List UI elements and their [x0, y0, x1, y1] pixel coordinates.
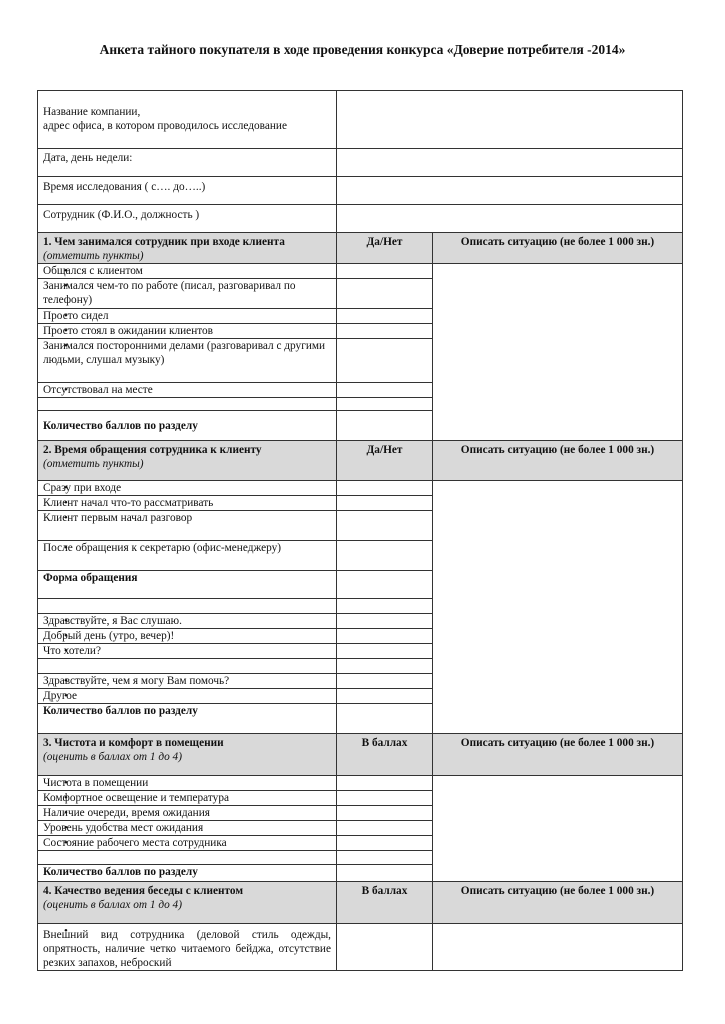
- section-3-item-answer[interactable]: [337, 836, 433, 851]
- section-3-item-label: • Состояние рабочего места сотрудника: [38, 836, 337, 851]
- section-3-header: [38, 734, 683, 776]
- section-2-subhead: Форма обращения: [38, 571, 337, 599]
- section-1-col2-header: Да/Нет: [337, 233, 433, 264]
- section-2-item-answer[interactable]: [337, 541, 433, 571]
- section-2-item-answer[interactable]: [337, 614, 433, 629]
- section-2-item-answer[interactable]: [337, 674, 433, 689]
- info-answer-company[interactable]: [337, 91, 683, 149]
- info-row-company: [38, 91, 683, 149]
- section-3-title-text: 3. Чистота и комфорт в помещении: [43, 737, 224, 749]
- section-1-summary: Количество баллов по разделу: [38, 411, 337, 441]
- section-3-item-answer[interactable]: [337, 806, 433, 821]
- spacer-cell: [38, 599, 337, 614]
- section-3-item-label: • Уровень удобства мест ожидания: [38, 821, 337, 836]
- section-2-item-answer[interactable]: [337, 644, 433, 659]
- section-1-header: [38, 233, 683, 264]
- section-2-item-answer[interactable]: [337, 629, 433, 644]
- info-answer-date[interactable]: [337, 149, 683, 177]
- section-2-item-answer[interactable]: [337, 511, 433, 541]
- section-1-item-label: • Общался с клиентом: [38, 264, 337, 279]
- section-1-item-answer[interactable]: [337, 279, 433, 309]
- section-3-summary: Количество баллов по разделу: [38, 865, 337, 882]
- section-2-item-label: • Клиент первым начал разговор: [38, 511, 337, 541]
- section-2-subtitle: (отметить пункты): [43, 458, 144, 470]
- spacer-cell[interactable]: [337, 599, 433, 614]
- info-label-employee: Сотрудник (Ф.И.О., должность ): [38, 205, 337, 233]
- section-1-summary-answer[interactable]: [337, 411, 433, 441]
- section-4-col3-header: Описать ситуацию (не более 1 000 зн.): [433, 882, 683, 924]
- section-2-item-label: • Что хотели?: [38, 644, 337, 659]
- section-3-item-answer[interactable]: [337, 791, 433, 806]
- section-2-summary: Количество баллов по разделу: [38, 704, 337, 734]
- info-row-date: [38, 149, 683, 177]
- section-2-item-answer[interactable]: [337, 689, 433, 704]
- section-4-description[interactable]: [433, 924, 683, 971]
- section-1-item-label: • Занимался посторонними делами (разговаривал с другими людьми, слушал музыку): [38, 339, 337, 383]
- document-title: Анкета тайного покупателя в ходе проведения конкурса «Доверие потребителя -2014»: [99, 42, 626, 57]
- survey-form-table: [37, 90, 683, 971]
- section-2-item-label: • После обращения к секретарю (офис-менеджеру): [38, 541, 337, 571]
- section-2-item-label: • Другое: [38, 689, 337, 704]
- section-4-title-text: 4. Качество ведения беседы с клиентом: [43, 885, 244, 897]
- info-label-date: Дата, день недели:: [38, 149, 337, 177]
- section-3-item-label: • Наличие очереди, время ожидания: [38, 806, 337, 821]
- section-2-item-label: • Сразу при входе: [38, 481, 337, 496]
- section-1-item-label: • Просто стоял в ожидании клиентов: [38, 324, 337, 339]
- section-1-description[interactable]: [433, 264, 683, 441]
- section-2-item-label: • Добрый день (утро, вечер)!: [38, 629, 337, 644]
- section-2-title-text: 2. Время обращения сотрудника к клиенту: [43, 444, 262, 456]
- section-3-title: [38, 734, 337, 776]
- section-1-item-answer[interactable]: [337, 309, 433, 324]
- section-4-item-label: • Внешний вид сотрудника (деловой стиль одежды, опрятность, наличие четко читаемого бейджа, отсутствие резких запахов, неброский: [38, 924, 337, 971]
- info-answer-employee[interactable]: [337, 205, 683, 233]
- section-2-summary-answer[interactable]: [337, 704, 433, 734]
- section-2-col2-header: Да/Нет: [337, 441, 433, 481]
- section-4-title: [38, 882, 337, 924]
- info-answer-time[interactable]: [337, 177, 683, 205]
- list-item: [38, 924, 683, 971]
- section-1-item-answer[interactable]: [337, 383, 433, 398]
- section-2-item-label: • Здравствуйте, я Вас слушаю.: [38, 614, 337, 629]
- info-label-time: Время исследования ( с…. до…..): [38, 177, 337, 205]
- section-1-item-answer[interactable]: [337, 264, 433, 279]
- section-3-col2-header: В баллах: [337, 734, 433, 776]
- section-1-item-answer[interactable]: [337, 324, 433, 339]
- info-row-time: [38, 177, 683, 205]
- list-item: [38, 776, 683, 791]
- section-1-item-label: • Просто сидел: [38, 309, 337, 324]
- section-4-col2-header: В баллах: [337, 882, 433, 924]
- section-2-item-label: • Здравствуйте, чем я могу Вам помочь?: [38, 674, 337, 689]
- section-1-title-text: 1. Чем занимался сотрудник при входе клиента: [43, 236, 285, 248]
- section-4-header: [38, 882, 683, 924]
- spacer-cell[interactable]: [337, 398, 433, 411]
- section-1-subtitle: (отметить пункты): [43, 250, 144, 262]
- section-1-item-answer[interactable]: [337, 339, 433, 383]
- section-3-summary-answer[interactable]: [337, 865, 433, 882]
- section-3-subtitle: (оценить в баллах от 1 до 4): [43, 751, 182, 763]
- spacer-cell: [38, 398, 337, 411]
- section-3-item-answer[interactable]: [337, 821, 433, 836]
- spacer-cell: [38, 851, 337, 865]
- section-2-item-label: • Клиент начал что-то рассматривать: [38, 496, 337, 511]
- info-row-employee: [38, 205, 683, 233]
- info-label-company: Название компании, адрес офиса, в котором проводилось исследование: [38, 91, 337, 149]
- spacer-cell[interactable]: [337, 851, 433, 865]
- section-3-description[interactable]: [433, 776, 683, 882]
- list-item: [38, 481, 683, 496]
- section-1-item-label: • Отсутствовал на месте: [38, 383, 337, 398]
- section-3-col3-header: Описать ситуацию (не более 1 000 зн.): [433, 734, 683, 776]
- section-1-col3-header: Описать ситуацию (не более 1 000 зн.): [433, 233, 683, 264]
- section-1-item-label: • Занимался чем-то по работе (писал, разговаривал по телефону): [38, 279, 337, 309]
- section-2-title: [38, 441, 337, 481]
- section-4-item-answer[interactable]: [337, 924, 433, 971]
- section-2-item-answer[interactable]: [337, 481, 433, 496]
- section-3-item-label: • Чистота в помещении: [38, 776, 337, 791]
- section-2-header: [38, 441, 683, 481]
- section-3-item-answer[interactable]: [337, 776, 433, 791]
- list-item: [38, 264, 683, 279]
- section-3-item-label: • Комфортное освещение и температура: [38, 791, 337, 806]
- section-2-subhead-answer[interactable]: [337, 571, 433, 599]
- section-2-col3-header: Описать ситуацию (не более 1 000 зн.): [433, 441, 683, 481]
- section-1-title: [38, 233, 337, 264]
- section-2-item-answer[interactable]: [337, 496, 433, 511]
- spacer-cell[interactable]: [337, 659, 433, 674]
- section-4-subtitle: (оценить в баллах от 1 до 4): [43, 899, 182, 911]
- section-2-description[interactable]: [433, 481, 683, 734]
- spacer-cell: [38, 659, 337, 674]
